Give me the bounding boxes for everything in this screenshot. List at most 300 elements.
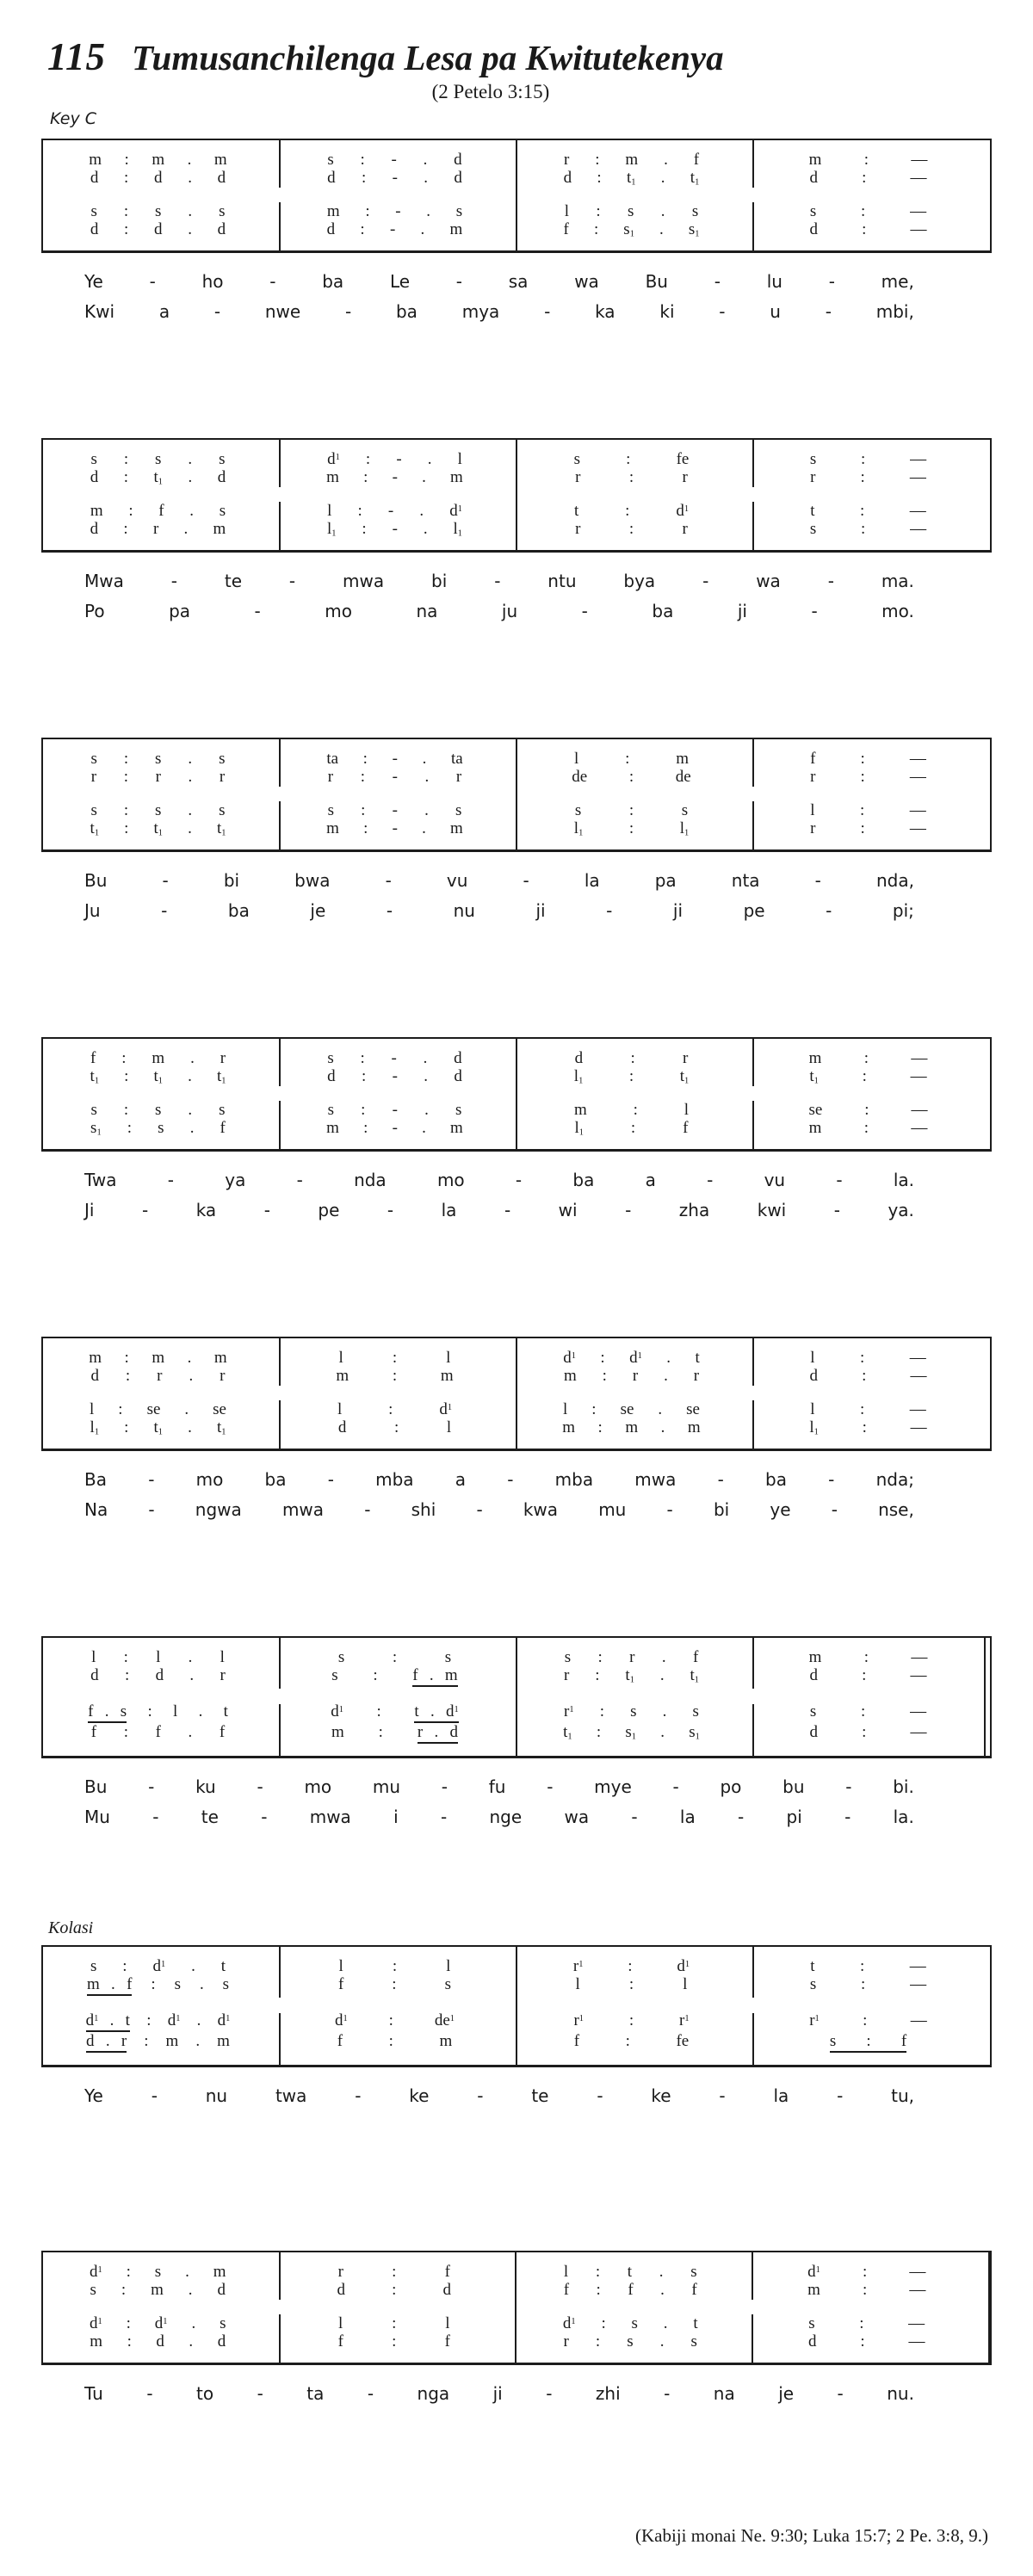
note-token: : [860, 2332, 865, 2351]
barline [752, 1400, 754, 1449]
note-token: l [446, 1957, 451, 1975]
lyric-hyphen: - [476, 1499, 483, 1520]
lyric-syllable: pe [318, 1200, 340, 1220]
note-token: : [861, 520, 866, 538]
lyric-syllable: mba [375, 1469, 414, 1490]
note-token: — [909, 2281, 926, 2299]
note-token: . [659, 2332, 665, 2351]
note-token: : [628, 1975, 634, 1993]
lyric-syllable: mo [195, 1469, 224, 1490]
note-token: : [363, 468, 368, 486]
lyrics-line-2 [84, 297, 914, 327]
lyric-syllable: ka [195, 1200, 217, 1220]
measure-3 [516, 1400, 753, 1418]
note-token: : [360, 768, 365, 786]
note-token: $d^1$ [449, 502, 462, 520]
note-token: . [660, 169, 665, 187]
lyric-syllable: Tu [84, 2383, 103, 2404]
lyric-syllable: Mwa [84, 571, 124, 591]
note-token: m [326, 468, 339, 486]
note-token: : [392, 2332, 397, 2351]
barline [752, 202, 754, 250]
note-token: m [217, 2032, 230, 2050]
note-token: $d^1$ [562, 2314, 576, 2332]
lyric-syllable: la [773, 2085, 789, 2106]
note-token: s [90, 750, 97, 768]
measure-4 [753, 468, 990, 486]
note-token: fe [676, 450, 690, 468]
measure-3 [516, 1367, 753, 1385]
note-token: . [189, 1367, 194, 1385]
note-token: : [600, 1349, 605, 1367]
lyric-syllable: Ye [84, 271, 103, 292]
note-token: : [595, 1666, 600, 1684]
note-token: r [219, 768, 226, 786]
lyric-syllable: nu. [887, 2383, 914, 2404]
note-token: l [683, 1975, 688, 1993]
note-token: l [457, 450, 462, 468]
note-token: : [361, 1101, 366, 1119]
lyric-hyphen: - [836, 1170, 843, 1190]
note-token: $t_1$ [626, 169, 636, 188]
note-token: m [326, 819, 339, 837]
measure-1 [43, 1957, 280, 1975]
measure-2 [280, 2263, 516, 2281]
note-token: $d^1$ [676, 502, 690, 520]
lyric-syllable: nda, [875, 870, 914, 891]
note-token: — [909, 819, 926, 837]
note-token: r [810, 768, 816, 786]
measure-4 [753, 1957, 990, 1975]
barline [752, 801, 754, 849]
note-token: m [336, 1367, 349, 1385]
lyric-syllable: shi [411, 1499, 436, 1520]
note-token: m [562, 1418, 576, 1436]
lyric-syllable: ba [322, 271, 344, 292]
measure-2 [280, 1648, 516, 1666]
note-token: $l_1$ [574, 1119, 584, 1138]
lyric-syllable: ba [395, 301, 418, 322]
measure-3 [516, 2032, 753, 2053]
lyric-hyphen: - [167, 1170, 174, 1190]
note-token: r [682, 520, 688, 538]
measure-2 [280, 169, 516, 187]
lyric-hyphen: - [288, 571, 296, 591]
measure-4 [753, 768, 990, 786]
measure-4 [753, 520, 990, 538]
note-token: t [220, 1957, 226, 1975]
barline [516, 440, 517, 550]
lyric-syllable: nga [417, 2383, 450, 2404]
note-token: : [595, 151, 600, 169]
lyric-hyphen: - [148, 1499, 155, 1520]
note-token: l [810, 1400, 815, 1418]
note-token: m [213, 520, 226, 538]
note-token: m [676, 750, 690, 768]
lyric-syllable: mu [598, 1499, 627, 1520]
lyric-hyphen: - [702, 571, 709, 591]
barline [279, 1638, 281, 1689]
note-token: : [121, 2281, 127, 2299]
lyric-hyphen: - [707, 1170, 714, 1190]
lyric-hyphen: - [547, 1776, 554, 1797]
barline [752, 2314, 753, 2363]
note-token: : [360, 151, 365, 169]
lyric-hyphen: - [148, 1469, 155, 1490]
lyric-syllable: mo [325, 601, 352, 621]
note-token: : [595, 2332, 601, 2351]
measure-3 [516, 819, 753, 837]
note-token: d [327, 1067, 336, 1085]
note-token: $d^1$ [152, 1957, 166, 1975]
note-token: . [424, 169, 428, 187]
note-token: . [423, 1049, 428, 1067]
lyric-syllable: ma. [881, 571, 914, 591]
note-token: f [90, 1049, 96, 1067]
measure-3 [516, 1067, 753, 1085]
note-token: — [908, 2332, 925, 2351]
measure-2 [280, 1400, 516, 1418]
measure-2 [280, 220, 516, 238]
note-token: d [809, 1723, 819, 1741]
lyric-syllable: wi [558, 1200, 578, 1220]
note-token: : [362, 750, 368, 768]
note-token: : [128, 502, 133, 520]
measure-1 [43, 1723, 280, 1744]
note-token: $d^1$ [807, 2263, 820, 2281]
note-token: . [188, 750, 193, 768]
note-token: s [219, 502, 226, 520]
lyric-syllable: nge [489, 1807, 523, 1827]
measure-2 [280, 151, 516, 169]
note-token: f [444, 2332, 450, 2351]
note-token: d [326, 220, 336, 238]
note-token: — [909, 750, 926, 768]
lyric-hyphen: - [837, 2085, 844, 2106]
measure-4 [753, 202, 990, 220]
note-token: d [563, 169, 572, 187]
note-token: : [362, 520, 367, 538]
measure-2 [280, 1975, 516, 1996]
note-token: — [910, 1367, 927, 1385]
measure-4 [753, 1975, 990, 1996]
note-token: $t_1$ [153, 1418, 164, 1437]
lyrics-line-1 [84, 566, 914, 596]
note-token: m [213, 1349, 227, 1367]
lyric-syllable: je [310, 900, 326, 921]
measure-1 [43, 819, 280, 837]
lyric-hyphen: - [828, 271, 835, 292]
measure-3 [516, 450, 753, 468]
barline [752, 2252, 753, 2300]
note-token: : [361, 1067, 367, 1085]
note-token: m [331, 1723, 344, 1741]
note-token: m [151, 2281, 164, 2299]
note-token: . [188, 220, 192, 238]
measure-2 [280, 2281, 516, 2299]
note-token: fe [676, 2032, 690, 2050]
lyric-syllable: la. [893, 1170, 914, 1190]
note-token: $d^1$ [334, 2011, 348, 2029]
note-token: f [337, 2332, 343, 2351]
note-token: $l_1$ [326, 520, 337, 539]
note-token: — [910, 1418, 927, 1436]
note-token: : [862, 1723, 867, 1741]
lyric-syllable: Bu [84, 1776, 108, 1797]
note-token: . [660, 202, 665, 220]
note-token: : [124, 1418, 129, 1436]
lyric-hyphen: - [364, 1499, 371, 1520]
note-token: — [909, 1349, 926, 1367]
note-token: . [189, 502, 195, 520]
note-token: s [219, 801, 226, 819]
note-token: m [152, 151, 165, 169]
lyric-syllable: a [455, 1469, 467, 1490]
lyric-syllable: bwa [294, 870, 331, 891]
note-token: f [563, 2281, 570, 2299]
measure-1 [43, 220, 280, 238]
notation-table [41, 1636, 992, 1758]
lyric-syllable: mu [372, 1776, 401, 1797]
note-token: : [147, 1702, 152, 1720]
note-token: m [165, 2032, 179, 2050]
note-token: se [620, 1400, 634, 1418]
note-token: s [158, 1119, 164, 1137]
measure-1 [43, 202, 280, 220]
note-token: : [392, 2263, 397, 2281]
note-token: l [446, 1349, 451, 1367]
note-token: : [123, 1723, 128, 1741]
note-token: . [666, 1349, 671, 1367]
note-token: : [862, 220, 867, 238]
note-token: - [392, 468, 398, 486]
note-token: $d^1$ [563, 1349, 576, 1367]
measure-4 [752, 2281, 989, 2299]
note-token: : [860, 750, 865, 768]
note-token: : [628, 801, 634, 819]
barline [752, 1039, 754, 1086]
lyric-hyphen: - [845, 1776, 852, 1797]
measure-3 [516, 768, 753, 786]
section-label: Kolasi [48, 1918, 94, 1937]
note-token: . [422, 819, 426, 837]
measure-3 [516, 2011, 753, 2032]
measure-2 [280, 1418, 516, 1436]
note-token: - [392, 750, 398, 768]
lyric-hyphen: - [344, 301, 352, 322]
measure-1 [43, 801, 280, 819]
note-token: f [158, 502, 164, 520]
note-token: f [155, 1723, 161, 1741]
note-token: - [389, 220, 396, 238]
note-token: $t_1$ [216, 1067, 226, 1086]
footer-reference: (Kabiji monai Ne. 9:30; Luka 15:7; 2 Pe. 3:8, 9.) [634, 2525, 988, 2546]
lyric-syllable: Ba [84, 1469, 107, 1490]
note-token: s [808, 2314, 815, 2332]
note-token: : [859, 1349, 865, 1367]
measure-2 [280, 1049, 516, 1067]
measure-3 [516, 1119, 753, 1137]
note-token: . [659, 2263, 664, 2281]
notation-table [41, 738, 992, 852]
note-token: s [630, 1702, 637, 1720]
lyric-syllable: tu, [891, 2085, 914, 2106]
note-token: se [686, 1400, 700, 1418]
lyric-syllable: me, [881, 271, 914, 292]
note-token: $d^1$ [217, 2011, 231, 2029]
note-token: d [217, 220, 226, 238]
measure-2 [280, 1666, 516, 1687]
lyric-syllable: i [393, 1807, 399, 1827]
lyric-hyphen: - [581, 601, 588, 621]
measure-1 [43, 520, 280, 538]
note-token: f [337, 2032, 343, 2050]
note-token: d [454, 1049, 462, 1067]
lyric-syllable: Na [84, 1499, 108, 1520]
note-token: : [123, 750, 129, 768]
note-token: - [391, 1049, 397, 1067]
note-token: . [183, 520, 189, 538]
note-token: — [909, 768, 926, 786]
note-token: s [444, 1648, 452, 1666]
lyric-syllable: ka [595, 301, 615, 322]
note-token: f . m [412, 1666, 457, 1687]
note-token: d [90, 169, 99, 187]
note-token: $d^1$ [677, 1957, 690, 1975]
note-token: r [220, 1367, 226, 1385]
note-token: : [601, 2314, 606, 2332]
note-token: . [188, 468, 193, 486]
lyric-hyphen: - [719, 2085, 726, 2106]
lyric-hyphen: - [455, 271, 463, 292]
barline [752, 739, 754, 787]
note-token: r [810, 468, 816, 486]
note-token: s [564, 1648, 572, 1666]
note-token: : [388, 2032, 393, 2050]
note-token: s [692, 1702, 699, 1720]
note-token: $t_1$ [216, 1418, 226, 1437]
note-token: $t_1$ [90, 819, 100, 838]
note-token: . [188, 1418, 192, 1436]
note-token: s [628, 202, 634, 220]
system-3 [41, 738, 992, 926]
barline [279, 739, 281, 787]
note-token: d [90, 520, 99, 538]
note-token: . [658, 1400, 663, 1418]
note-token: s [90, 1957, 97, 1975]
note-token: - [392, 819, 398, 837]
lyric-hyphen: - [507, 1469, 514, 1490]
note-token: f [628, 2281, 634, 2299]
note-token: $t_1$ [690, 1666, 699, 1685]
measure-4 [753, 2032, 990, 2053]
note-token: : [862, 1067, 867, 1085]
note-token: : [863, 151, 869, 169]
measure-1 [43, 2332, 280, 2351]
barline [752, 502, 754, 550]
note-token: $d^1$ [154, 2314, 168, 2332]
lyric-syllable: mo. [881, 601, 914, 621]
note-token: . [426, 202, 431, 220]
lyric-hyphen: - [717, 1469, 724, 1490]
note-token: r [337, 2263, 343, 2281]
note-token: : [125, 1367, 131, 1385]
note-token: t [695, 1349, 700, 1367]
lyric-hyphen: - [152, 1807, 159, 1827]
measure-1 [43, 2281, 280, 2299]
lyric-syllable: te [531, 2085, 549, 2106]
note-token: . [660, 1723, 665, 1741]
barline [279, 1101, 281, 1149]
lyric-syllable: vu [446, 870, 468, 891]
note-token: l [156, 1648, 161, 1666]
note-token: f [90, 1723, 97, 1741]
note-token: . [422, 750, 427, 768]
barline [279, 502, 281, 550]
measure-1 [43, 1049, 280, 1067]
note-token: : [123, 202, 129, 220]
measure-3 [516, 1049, 753, 1067]
note-token: : [360, 220, 365, 238]
note-token: : [124, 220, 129, 238]
lyric-syllable: bi [223, 870, 240, 891]
lyric-syllable: Ju [84, 900, 101, 921]
measure-4 [753, 1418, 990, 1436]
lyrics-line-1 [84, 1165, 914, 1195]
barline [516, 1338, 517, 1449]
note-token: : [373, 1666, 378, 1684]
note-token: : [862, 1418, 867, 1436]
measure-2 [280, 1101, 516, 1119]
note-token: s [155, 1101, 162, 1119]
note-token: s [455, 202, 463, 220]
note-token: r [683, 1049, 689, 1067]
lyric-syllable: mye [594, 1776, 632, 1797]
note-token: r [563, 1666, 570, 1684]
note-token: de [572, 768, 588, 786]
note-token: $t_1$ [679, 1067, 690, 1086]
note-token: t [810, 1957, 815, 1975]
measure-3 [516, 2281, 752, 2299]
note-token: m [90, 2332, 103, 2351]
note-token: m [625, 151, 639, 169]
notation-table [41, 438, 992, 553]
note-token: t [573, 502, 579, 520]
note-token: m [152, 1349, 165, 1367]
note-token: : [146, 2011, 152, 2029]
lyric-syllable: ji [535, 900, 546, 921]
lyric-hyphen: - [714, 271, 721, 292]
note-token: . [184, 1400, 189, 1418]
measure-3 [516, 151, 753, 169]
note-token: . [189, 1666, 195, 1684]
system-1 [41, 139, 992, 327]
note-token: — [909, 801, 926, 819]
lyric-syllable: nta [731, 870, 760, 891]
note-token: s [90, 450, 97, 468]
note-token: : [861, 450, 866, 468]
lyric-syllable: ta [306, 2383, 325, 2404]
measure-4 [753, 1367, 990, 1385]
note-token: : [862, 169, 867, 187]
lyric-hyphen: - [327, 1469, 334, 1490]
note-token: . [424, 1067, 428, 1085]
lyric-syllable: nda; [875, 1469, 914, 1490]
measure-4 [752, 2314, 989, 2332]
note-token: : [863, 1049, 869, 1067]
measure-1 [43, 450, 280, 468]
note-token: — [910, 1723, 927, 1741]
